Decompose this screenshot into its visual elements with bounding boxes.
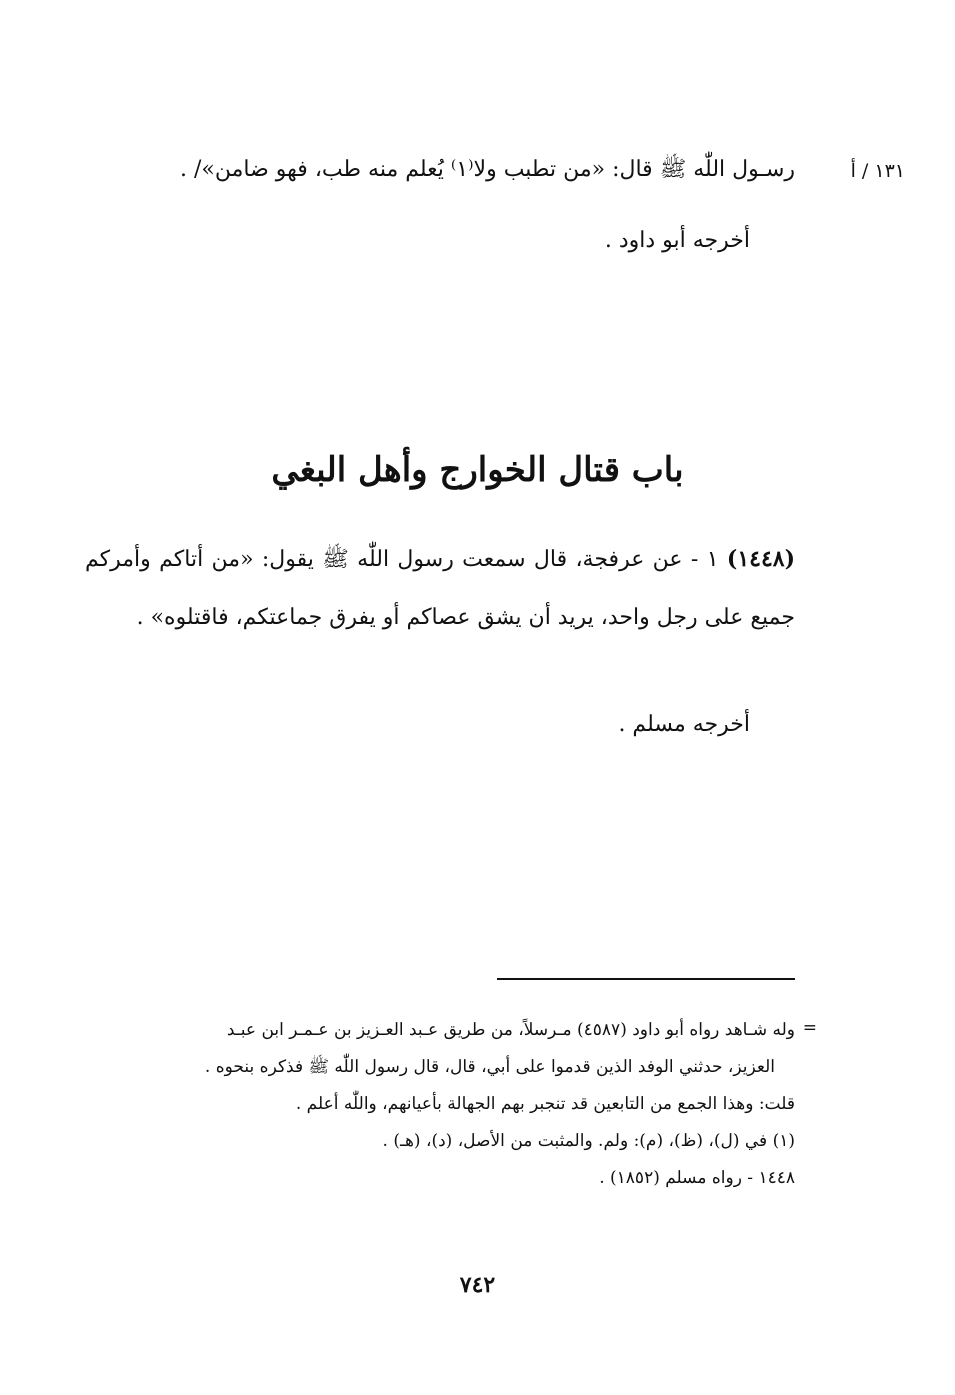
footnote-line: وله شـاهد رواه أبو داود (٤٥٨٧) مـرسلاً، من طريق عـبد العـزيز بن عـمـر ابن عبـد [226, 1020, 795, 1040]
hadith-text: ١ - عن عرفجة، قال سمعت رسول اللّٰه ﷺ يقول: «من أتاكم وأمركم جميع على رجل واحد، يريد أن يشق عصاكم أو يفرق جماعتكم، فاقتلوه» . [85, 547, 795, 630]
footnotes [85, 1012, 795, 1197]
footnote-continuation-mark: = [802, 1018, 817, 1038]
top-text-line-2: أخرجه أبو داود . [604, 228, 750, 253]
footnote-line: ١٤٤٨ - رواه مسلم (١٨٥٢) . [599, 1168, 795, 1188]
footnote-line: العزيز، حدثني الوفد الذين قدموا على أبي، قال، قال رسول اللّٰه ﷺ فذكره بنحوه . [204, 1057, 775, 1077]
hadith-number: (١٤٤٨) [726, 546, 795, 572]
footnote-divider [497, 978, 795, 980]
hadith-paragraph [85, 530, 795, 647]
footnote-line: قلت: وهذا الجمع من التابعين قد تنجبر بهم الجهالة بأعيانهم، واللّٰه أعلم . [295, 1094, 795, 1114]
chapter-title: باب قتال الخوارج وأهل البغي [271, 450, 684, 490]
hadith-source: أخرجه مسلم . [618, 712, 750, 737]
page-number: ٧٤٢ [459, 1272, 496, 1298]
top-text-line-1: رسـول اللّٰه ﷺ قال: «من تطبب ولا⁽١⁾ يُعلم منه طب، فهو ضامن»/ . [180, 157, 795, 182]
footnote-line: (١) في (ل)، (ظ)، (م): ولم. والمثبت من الأصل، (د)، (هـ) . [382, 1131, 795, 1151]
margin-reference: ١٣١ / أ [850, 160, 905, 182]
